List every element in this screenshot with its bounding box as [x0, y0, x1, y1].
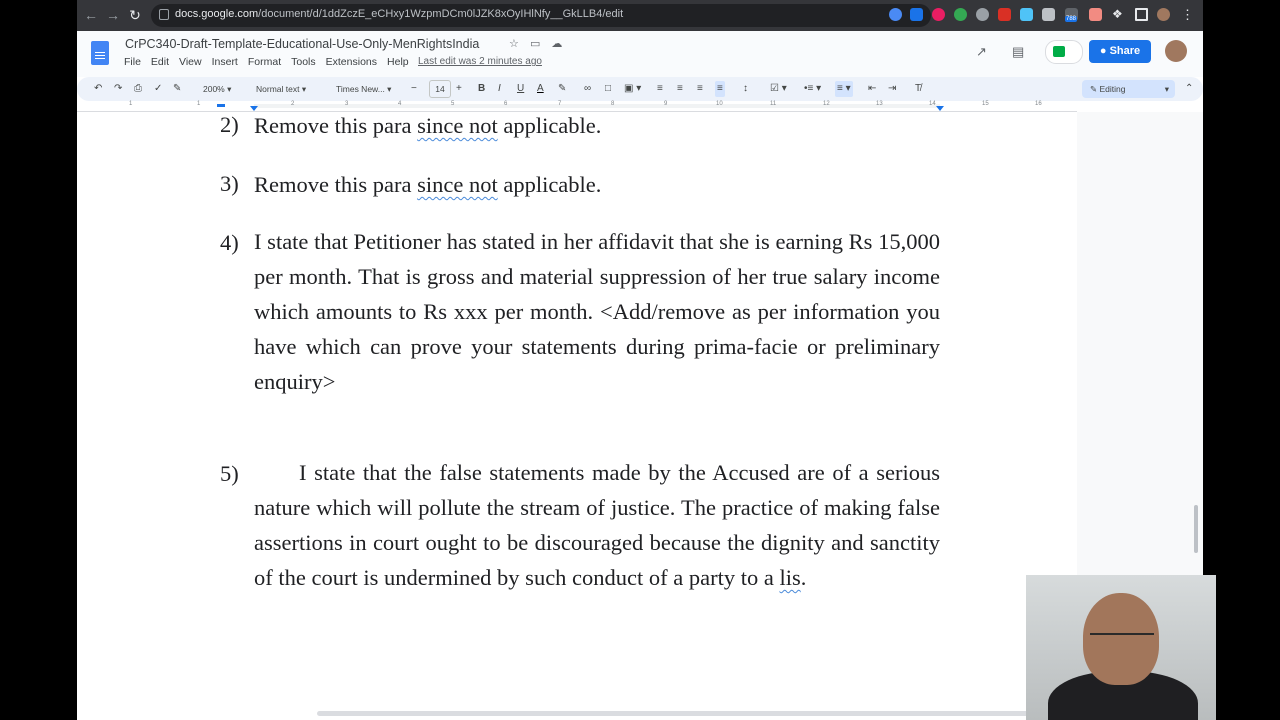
docs-logo-icon[interactable] — [91, 41, 109, 65]
title-icons — [509, 37, 562, 50]
zoom-value: 200% — [203, 84, 225, 94]
paint-format-icon[interactable]: ✎ — [173, 83, 182, 94]
menu-edit[interactable]: Edit — [150, 56, 170, 68]
ruler-number: 6 — [504, 101, 508, 107]
grammar-suggestion[interactable]: since not — [417, 172, 498, 197]
line-spacing-icon[interactable]: ↕ — [743, 83, 748, 94]
share-button[interactable] — [1089, 40, 1151, 63]
increase-font-size-icon[interactable]: + — [456, 83, 462, 94]
extension-pocket-icon[interactable] — [932, 8, 945, 21]
paragraph-number: 2) — [220, 112, 239, 137]
back-icon[interactable]: ← — [84, 7, 98, 23]
kebab-menu-icon[interactable]: ⋮ — [1181, 7, 1194, 22]
style-value: Normal text — [256, 84, 300, 94]
extension-history-icon[interactable] — [976, 8, 989, 21]
paragraph-3[interactable] — [220, 171, 940, 207]
text-color-icon[interactable]: A — [537, 83, 544, 94]
address-bar[interactable] — [151, 4, 931, 27]
lock-icon — [159, 9, 169, 20]
sidepanel-icon[interactable] — [1135, 8, 1148, 21]
webcam-overlay — [1026, 575, 1216, 720]
profile-avatar-icon[interactable] — [1157, 8, 1170, 21]
menu-bar — [124, 56, 419, 68]
extension-badge-icon[interactable] — [1065, 8, 1078, 21]
highlight-icon[interactable]: ✎ — [558, 83, 567, 94]
ruler-number: 2 — [291, 101, 295, 107]
extension-d-icon[interactable] — [910, 8, 923, 21]
grammar-suggestion[interactable]: since not — [417, 113, 498, 138]
ruler-number: 12 — [823, 101, 830, 107]
ruler-number: 11 — [770, 101, 777, 107]
paragraph-text — [254, 108, 940, 143]
extension-pink-icon[interactable] — [1089, 8, 1102, 21]
insert-image-icon[interactable]: ▣ ▾ — [624, 83, 642, 94]
paragraph-5[interactable] — [220, 461, 940, 641]
spellcheck-icon[interactable]: ✓ — [154, 83, 163, 94]
paragraph-text: I state that Petitioner has stated in her affidavit that she is earning Rs 15,000 per month. That is gross and material suppression of her true salary income which amounts to Rs xxx per month. <Add/remove as per information you have which can prove your statements during prima-facie or preliminary enquiry> — [254, 229, 940, 394]
ruler-number: 15 — [982, 101, 989, 107]
browser-toolbar — [77, 0, 1203, 31]
link-icon[interactable]: ∞ — [584, 83, 592, 94]
numbered-list-icon[interactable]: ≡ ▾ — [835, 81, 853, 97]
account-avatar[interactable] — [1165, 40, 1187, 62]
ruler-number: 10 — [716, 101, 723, 107]
paragraph-number: 4) — [220, 230, 239, 255]
menu-file[interactable]: File — [124, 56, 141, 68]
collapse-menus-icon[interactable]: ⌃ — [1185, 83, 1194, 94]
activity-trend-icon[interactable]: ↗ — [976, 44, 987, 59]
extension-grey-icon[interactable] — [1042, 8, 1055, 21]
clear-formatting-icon[interactable]: T̸ — [915, 83, 922, 94]
forward-icon[interactable]: → — [106, 7, 120, 23]
redo-icon[interactable]: ↷ — [114, 83, 123, 94]
align-left-icon[interactable]: ≡ — [657, 83, 663, 94]
menu-help[interactable]: Help — [387, 56, 409, 68]
formatting-toolbar — [77, 77, 1203, 101]
align-center-icon[interactable]: ≡ — [677, 83, 683, 94]
increase-indent-icon[interactable]: ⇥ — [888, 83, 897, 94]
vertical-scrollbar[interactable] — [1194, 505, 1198, 553]
star-icon[interactable]: ☆ — [509, 38, 519, 50]
font-size-input[interactable]: 14 — [429, 80, 451, 98]
ruler-number: 13 — [876, 101, 883, 107]
presenter-glasses — [1090, 633, 1154, 647]
extension-screen-icon[interactable] — [1020, 8, 1033, 21]
meet-icon — [1053, 46, 1065, 57]
text-run: applicable. — [497, 172, 602, 197]
paragraph-text — [254, 167, 940, 202]
ruler-number: 14 — [929, 101, 936, 107]
puzzle-icon[interactable]: ❖ — [1112, 7, 1123, 21]
editing-mode-select[interactable] — [1082, 80, 1175, 98]
text-run: . — [800, 565, 807, 590]
decrease-indent-icon[interactable]: ⇤ — [868, 83, 877, 94]
horizontal-scrollbar[interactable] — [317, 711, 1037, 716]
move-folder-icon[interactable]: ▭ — [529, 38, 541, 50]
zoom-select[interactable]: 200% ▾ — [203, 84, 232, 94]
menu-extensions[interactable]: Extensions — [325, 56, 378, 68]
cloud-status-icon[interactable]: ☁ — [551, 38, 563, 50]
url-domain: docs.google.com — [175, 8, 259, 20]
align-right-icon[interactable]: ≡ — [697, 83, 703, 94]
ruler-number: 8 — [611, 101, 615, 107]
url-path: /document/d/1ddZczE_eCHxy1WzpmDCm0lJZK8xOyIHlNfy__GkLLB4/edit — [258, 8, 624, 20]
extension-evernote-icon[interactable] — [954, 8, 967, 21]
ruler-number: 9 — [664, 101, 668, 107]
first-line-indent-marker[interactable] — [217, 104, 225, 107]
text-run: I state that the false statements made by the Accused are of a serious nature which will pollute the stream of justice. The practice of making false assertions in court ought to be discouraged because the dignity and sanctity of the court is undermined by such conduct of a party to a — [254, 460, 940, 590]
chevron-down-icon: ▾ — [1164, 84, 1169, 94]
ruler-number: 16 — [1035, 101, 1042, 107]
align-justify-icon[interactable]: ≡ — [715, 81, 725, 97]
italic-icon[interactable]: I — [498, 83, 501, 94]
decrease-font-size-icon[interactable]: − — [411, 83, 417, 94]
pencil-icon: ✎ — [1090, 84, 1098, 94]
document-page[interactable] — [77, 112, 1077, 720]
undo-icon[interactable]: ↶ — [94, 83, 103, 94]
text-run: Remove this para — [254, 113, 418, 138]
print-icon[interactable]: ⎙ — [134, 83, 142, 94]
ruler-number: 7 — [558, 101, 562, 107]
meet-button[interactable] — [1045, 40, 1083, 64]
paragraph-2[interactable] — [220, 112, 940, 148]
docs-header — [77, 31, 1203, 77]
ruler-number: 1 — [129, 101, 133, 107]
share-label: Share — [1109, 45, 1141, 57]
editing-mode-label: Editing — [1099, 84, 1126, 94]
text-run: Remove this para — [254, 172, 418, 197]
style-select[interactable]: Normal text ▾ — [256, 84, 307, 94]
last-edit-link[interactable]: Last edit was 2 minutes ago — [418, 56, 542, 67]
bulleted-list-icon[interactable]: •≡ ▾ — [804, 83, 822, 94]
extension-red-icon[interactable] — [998, 8, 1011, 21]
menu-format[interactable]: Format — [247, 56, 282, 68]
paragraph-4[interactable] — [220, 230, 940, 445]
underline-icon[interactable]: U — [517, 83, 525, 94]
extension-edge-icon[interactable] — [889, 8, 902, 21]
font-select[interactable]: Times New... ▾ — [336, 84, 392, 94]
ruler-number: 3 — [345, 101, 349, 107]
ruler-number: 4 — [398, 101, 402, 107]
paragraph-number: 3) — [220, 171, 239, 196]
paragraph-text — [254, 455, 940, 595]
extension-badge-count: 788 — [1066, 16, 1077, 22]
menu-tools[interactable]: Tools — [291, 56, 316, 68]
bold-icon[interactable]: B — [478, 83, 486, 94]
reload-icon[interactable]: ↻ — [129, 7, 141, 23]
checklist-icon[interactable]: ☑ ▾ — [770, 83, 787, 94]
menu-insert[interactable]: Insert — [211, 56, 238, 68]
text-run: applicable. — [497, 113, 602, 138]
document-title[interactable]: CrPC340-Draft-Template-Educational-Use-Only-MenRightsIndia — [125, 37, 480, 51]
menu-view[interactable]: View — [179, 56, 202, 68]
paragraph-number: 5) — [220, 461, 239, 486]
font-value: Times New... — [336, 84, 385, 94]
url-text[interactable] — [175, 8, 623, 20]
ruler-number: 5 — [451, 101, 455, 107]
comment-history-icon[interactable]: ▤ — [1012, 44, 1025, 59]
ruler-number: 1 — [197, 101, 201, 107]
share-lock-icon: ● — [1099, 45, 1110, 57]
spelling-suggestion[interactable]: lis — [779, 565, 801, 590]
add-comment-icon[interactable]: □ — [605, 83, 612, 94]
